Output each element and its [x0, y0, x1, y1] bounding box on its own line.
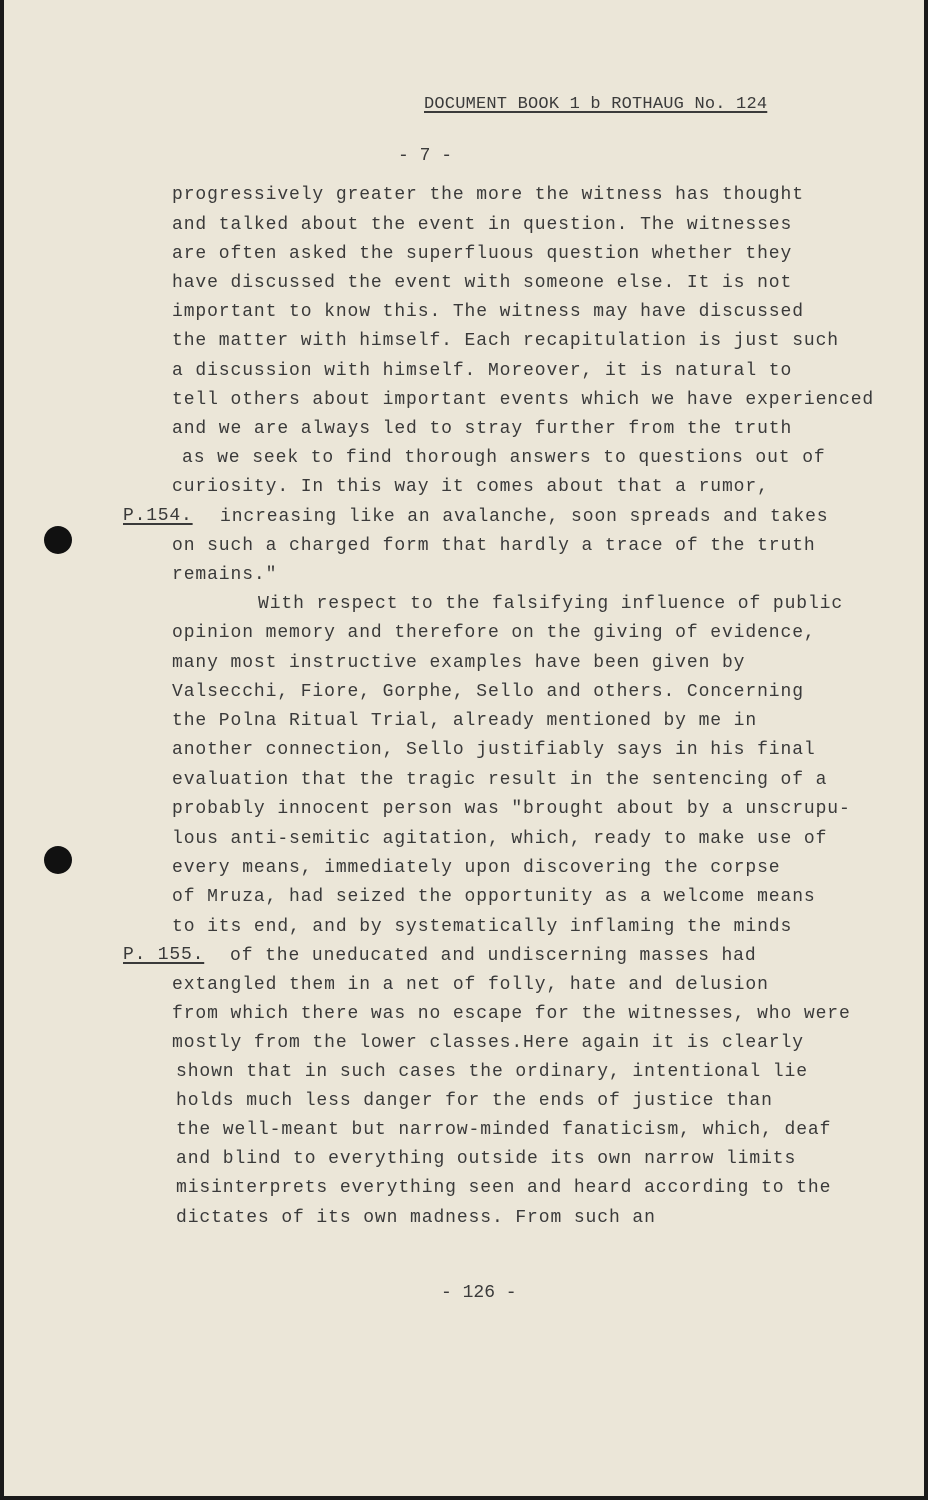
text-line: progressively greater the more the witness has thought: [172, 185, 804, 205]
text-line: With respect to the falsifying influence of public: [258, 594, 844, 614]
text-line: probably innocent person was "brought about by a unscrupu-: [172, 799, 851, 819]
text-line: dictates of its own madness. From such an: [176, 1208, 656, 1228]
header-text: DOCUMENT BOOK 1 b ROTHAUG No. 124: [424, 95, 768, 114]
text-line: of Mruza, had seized the opportunity as a welcome means: [172, 887, 816, 907]
punch-hole: [44, 526, 72, 554]
document-page: [4, 0, 924, 1496]
text-line: on such a charged form that hardly a trace of the truth: [172, 536, 816, 556]
text-line: to its end, and by systematically inflaming the minds: [172, 917, 793, 937]
text-line: evaluation that the tragic result in the sentencing of a: [172, 770, 828, 790]
text-line: and we are always led to stray further from the truth: [172, 419, 793, 439]
text-line: important to know this. The witness may have discussed: [172, 302, 804, 322]
text-line: curiosity. In this way it comes about that a rumor,: [172, 477, 769, 497]
text-line: and talked about the event in question. The witnesses: [172, 215, 793, 235]
text-line: holds much less danger for the ends of justice than: [176, 1091, 773, 1111]
page-top-number: - 7 -: [398, 146, 453, 166]
text-line: another connection, Sello justifiably says in his final: [172, 740, 816, 760]
text-line: the Polna Ritual Trial, already mentioned by me in: [172, 711, 758, 731]
text-line: of the uneducated and undiscerning masses had: [230, 946, 757, 966]
text-line: the well-meant but narrow-minded fanaticism, which, deaf: [176, 1120, 832, 1140]
text-line: every means, immediately upon discovering the corpse: [172, 858, 781, 878]
text-line: tell others about important events which we have experienced: [172, 390, 875, 410]
text-line: opinion memory and therefore on the giving of evidence,: [172, 623, 816, 643]
text-line: and blind to everything outside its own narrow limits: [176, 1149, 797, 1169]
text-line: remains.": [172, 565, 278, 585]
document-header: [424, 95, 767, 114]
footer-page-number: - 126 -: [441, 1283, 517, 1303]
text-line: extangled them in a net of folly, hate and delusion: [172, 975, 769, 995]
text-line: increasing like an avalanche, soon spreads and takes: [220, 507, 829, 527]
text-line: as we seek to find thorough answers to questions out of: [182, 448, 826, 468]
text-line: lous anti-semitic agitation, which, ready to make use of: [172, 829, 828, 849]
text-line: from which there was no escape for the witnesses, who were: [172, 1004, 851, 1024]
text-line: the matter with himself. Each recapitulation is just such: [172, 331, 839, 351]
text-line: many most instructive examples have been given by: [172, 653, 746, 673]
text-line: a discussion with himself. Moreover, it is natural to: [172, 361, 793, 381]
margin-note-p154: P.154.: [123, 506, 193, 526]
text-line: mostly from the lower classes.Here again it is clearly: [172, 1033, 804, 1053]
text-line: have discussed the event with someone else. It is not: [172, 273, 793, 293]
punch-hole: [44, 846, 72, 874]
text-line: misinterprets everything seen and heard according to the: [176, 1178, 832, 1198]
text-line: shown that in such cases the ordinary, intentional lie: [176, 1062, 808, 1082]
text-line: are often asked the superfluous question whether they: [172, 244, 793, 264]
margin-note-p155: P. 155.: [123, 945, 205, 965]
text-line: Valsecchi, Fiore, Gorphe, Sello and others. Concerning: [172, 682, 804, 702]
